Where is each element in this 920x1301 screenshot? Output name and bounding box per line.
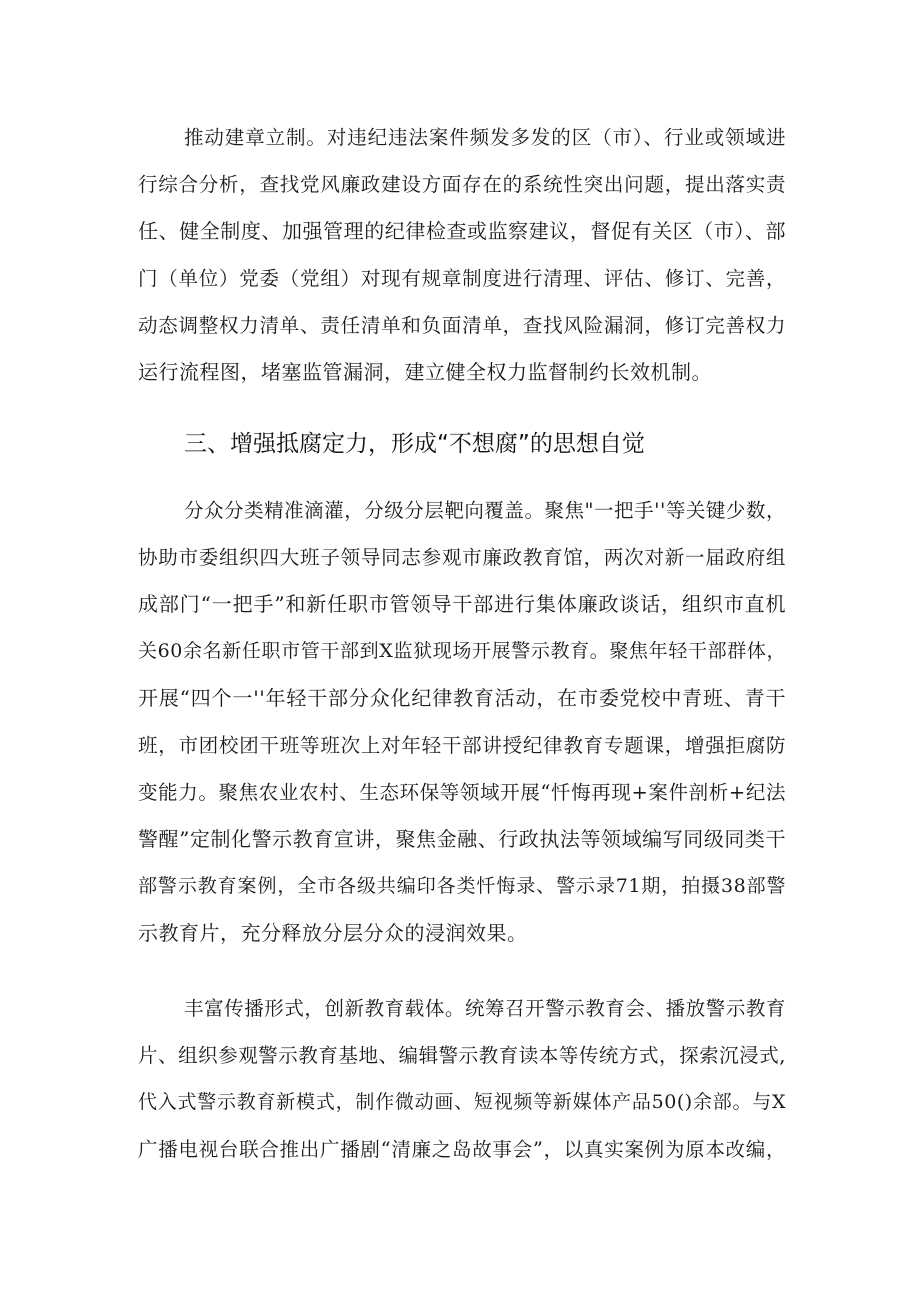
text-line: 协助市委组织四大班子领导同志参观市廉政教育馆，两次对新一届政府组 [138, 546, 786, 569]
text-line: 任、健全制度、加强管理的纪律检查或监察建议，督促有关区（市）、部 [138, 219, 786, 243]
text-line: 分众分类精准滴灌，分级分层靶向覆盖。聚焦"一把手''等关键少数， [184, 499, 786, 522]
text-line: 警醒”定制化警示教育宣讲，聚焦金融、行政执法等领域编写同级同类干 [138, 827, 786, 851]
text-line: 运行流程图，堵塞监管漏洞，建立健全权力监督制约长效机制。 [138, 360, 712, 384]
text-line: 行综合分析，查找党风廉政建设方面存在的系统性突出问题，提出落实责 [138, 173, 786, 196]
section-heading: 三、增强抵腐定力，形成“不想腐”的思想自觉 [184, 431, 645, 457]
text-line: 代入式警示教育新模式，制作微动画、短视频等新媒体产品50()余部。与X [138, 1091, 786, 1113]
text-line: 门（单位）党委（党组）对现有规章制度进行清理、评估、修订、完善， [138, 267, 786, 290]
text-line: 丰富传播形式，创新教育载体。统筹召开警示教育会、播放警示教育 [184, 997, 786, 1020]
text-line: 关60余名新任职市管干部到X监狱现场开展警示教育。聚焦年轻干部群体， [138, 640, 786, 662]
text-line: 广播电视台联合推出广播剧“清廉之岛故事会”，以真实案例为原本改编， [138, 1138, 786, 1161]
text-line: 成部门“一把手”和新任职市管领导干部进行集体廉政谈话，组织市直机 [138, 592, 786, 616]
text-line: 动态调整权力清单、责任清单和负面清单，查找风险漏洞，修订完善权力 [138, 314, 786, 337]
text-line: 示教育片，充分释放分层分众的浸润效果。 [138, 921, 528, 945]
paragraph-communication-forms [138, 985, 786, 1173]
text-line: 开展“四个一''年轻干部分众化纪律教育活动，在市委党校中青班、青干 [138, 686, 786, 710]
text-line: 部警示教育案例，全市各级共编印各类忏悔录、警示录71期，拍摄38部警 [138, 875, 786, 897]
text-line: 班，市团校团干班等班次上对年轻干部讲授纪律教育专题课，增强拒腐防 [138, 734, 786, 757]
paragraph-establish-rules [138, 114, 786, 396]
text-line: 变能力。聚焦农业农村、生态环保等领域开展“忏悔再现+案件剖析+纪法 [138, 781, 786, 804]
text-line: 片、组织参观警示教育基地、编辑警示教育读本等传统方式，探索沉浸式, [138, 1044, 786, 1067]
paragraph-targeted-education [138, 487, 786, 957]
text-line: 推动建章立制。对违纪违法案件频发多发的区（市）、行业或领域进 [184, 126, 786, 149]
